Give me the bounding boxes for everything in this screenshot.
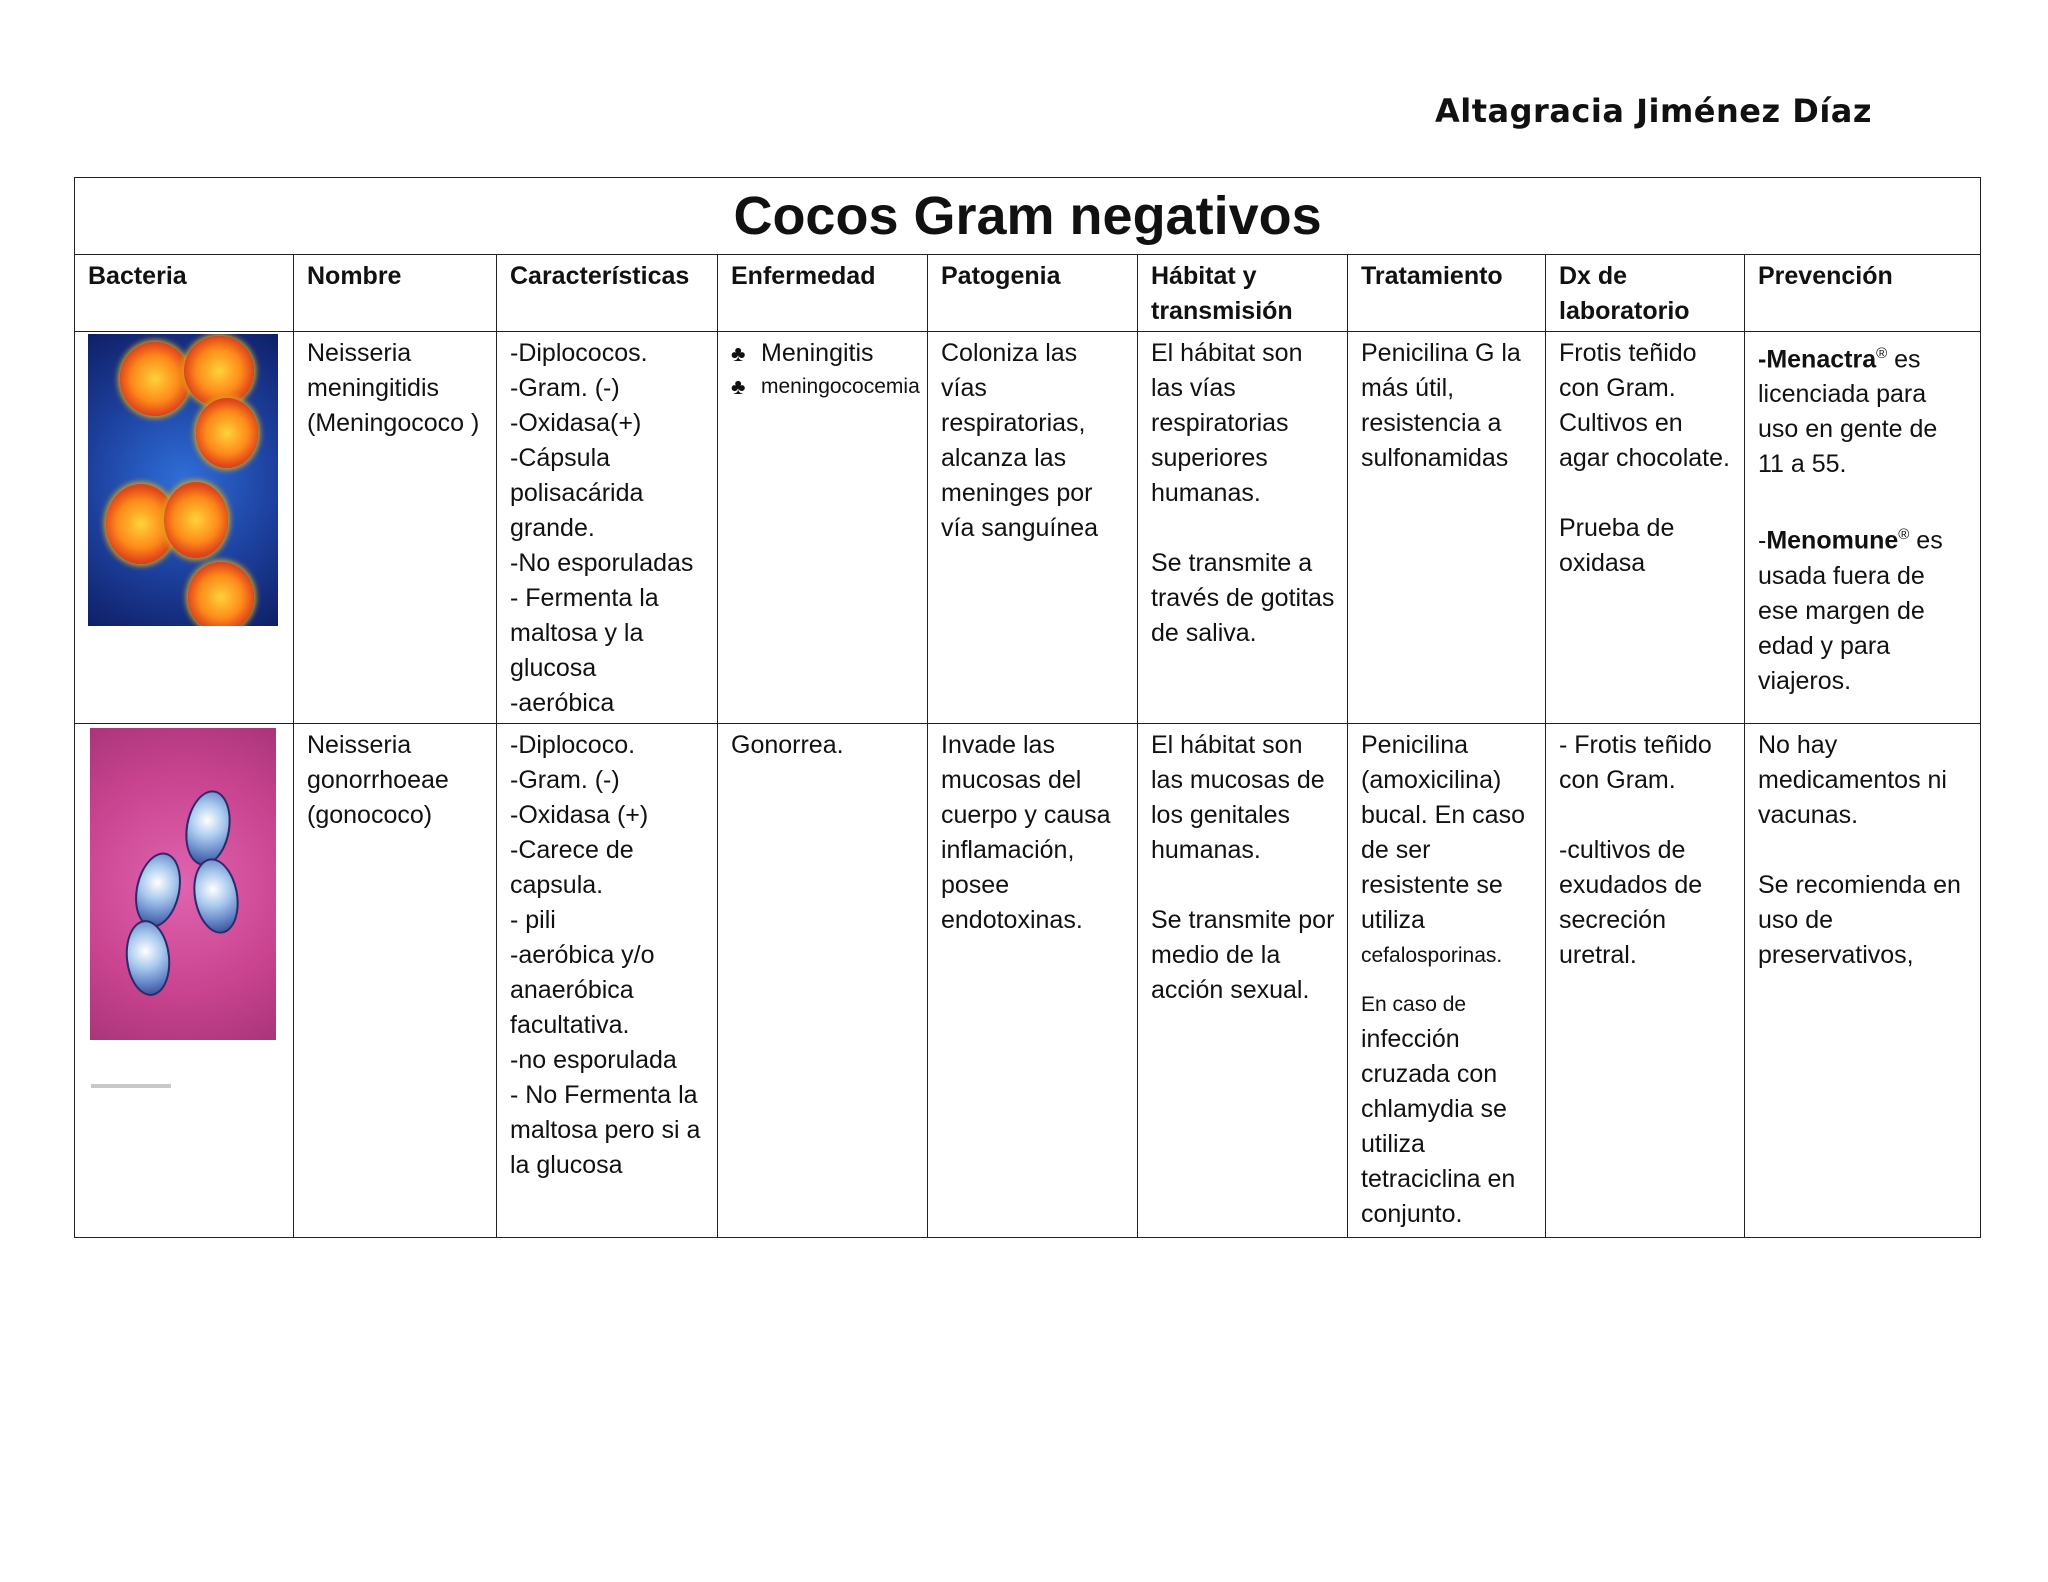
header-bacteria: Bacteria (75, 255, 294, 332)
club-bullet-icon: ♣ (731, 341, 746, 366)
author-name: Altagracia Jiménez Díaz (1435, 92, 1872, 130)
prevention-item: No hay medicamentos ni vacunas. (1758, 731, 1947, 829)
header-caracteristicas: Características (497, 255, 718, 332)
char-line: -Cápsula polisacárida grande. (510, 444, 644, 542)
prevention-item: -Menactra® es licenciada para uso en gente de 11 a 55. (1758, 345, 1938, 479)
transmission-text: Se transmite por medio de la acción sexual. (1151, 906, 1335, 1004)
cell-nombre: Neisseria gonorrhoeae (gonococo) (294, 724, 497, 1238)
cell-bacteria-image (75, 724, 294, 1238)
habitat-text: El hábitat son las mucosas de los genitales humanas. (1151, 731, 1325, 864)
char-line: -Gram. (-) (510, 766, 620, 794)
disease-list (731, 336, 920, 403)
char-line: - pili (510, 906, 556, 934)
cell-patogenia: Coloniza las vías respiratorias, alcanza las meninges por vía sanguínea (928, 332, 1138, 724)
cell-prevencion (1745, 332, 1981, 724)
char-line: -Gram. (-) (510, 374, 620, 402)
cell-habitat (1138, 724, 1348, 1238)
treatment-text: infección cruzada con chlamydia se utiliza tetraciclina en conjunto. (1361, 1025, 1516, 1228)
list-item: ♣ meningococemia (731, 371, 915, 403)
char-line: -Oxidasa(+) (510, 409, 642, 437)
header-dx: Dx de laboratorio (1546, 255, 1745, 332)
dx-text: -cultivos de exudados de secreción uretral. (1559, 836, 1703, 969)
bacteria-table (74, 177, 1981, 1238)
char-line: -Diplococo. (510, 731, 636, 759)
char-line: - Fermenta la maltosa y la glucosa (510, 584, 659, 682)
cell-caracteristicas (497, 724, 718, 1238)
cell-tratamiento (1348, 724, 1546, 1238)
char-line: -Diplococos. (510, 339, 648, 367)
treatment-text-small: En caso de (1361, 993, 1467, 1016)
cell-patogenia: Invade las mucosas del cuerpo y causa inflamación, posee endotoxinas. (928, 724, 1138, 1238)
table-row-meningitidis (75, 332, 1981, 724)
header-tratamiento: Tratamiento (1348, 255, 1546, 332)
header-prevencion: Prevención (1745, 255, 1981, 332)
char-line: -No esporuladas (510, 549, 694, 577)
copyright-caption-mark (91, 1084, 171, 1088)
dx-text: - Frotis teñido con Gram. (1559, 731, 1712, 794)
treatment-text: Penicilina (amoxicilina) bucal. En caso de ser resistente se utiliza (1361, 731, 1525, 934)
header-habitat: Hábitat y transmisión (1138, 255, 1348, 332)
header-enfermedad: Enfermedad (718, 255, 928, 332)
header-row (75, 255, 1981, 332)
cell-dx (1546, 724, 1745, 1238)
char-line: -no esporulada (510, 1046, 677, 1074)
char-line: -Oxidasa (+) (510, 801, 649, 829)
list-item: ♣ Meningitis (731, 336, 915, 371)
table-title: Cocos Gram negativos (733, 186, 1322, 246)
char-line: -Carece de capsula. (510, 836, 634, 899)
prevention-item: -Menomune® es usada fuera de ese margen de edad y para viajeros. (1758, 526, 1943, 695)
cell-bacteria-image (75, 332, 294, 724)
table-row-gonorrhoeae (75, 724, 1981, 1238)
char-line: - No Fermenta la maltosa pero si a la glucosa (510, 1081, 701, 1179)
dx-text: Prueba de oxidasa (1559, 514, 1675, 577)
cell-enfermedad: Gonorrea. (718, 724, 928, 1238)
cell-tratamiento: Penicilina G la más útil, resistencia a sulfonamidas (1348, 332, 1546, 724)
cell-prevencion (1745, 724, 1981, 1238)
table-title-cell (75, 178, 1981, 255)
dx-text: Frotis teñido con Gram. Cultivos en agar chocolate. (1559, 339, 1730, 472)
header-nombre: Nombre (294, 255, 497, 332)
gonococcus-illustration-image (90, 728, 276, 1040)
habitat-text: El hábitat son las vías respiratorias superiores humanas. (1151, 339, 1303, 507)
cell-habitat (1138, 332, 1348, 724)
cell-caracteristicas (497, 332, 718, 724)
treatment-text-small: cefalosporinas. (1361, 944, 1503, 967)
char-line: -aeróbica y/o anaeróbica facultativa. (510, 941, 655, 1039)
cell-dx (1546, 332, 1745, 724)
cell-enfermedad (718, 332, 928, 724)
char-line: -aeróbica (510, 689, 615, 717)
transmission-text: Se transmite a través de gotitas de saliva. (1151, 549, 1335, 647)
header-patogenia: Patogenia (928, 255, 1138, 332)
meningococcus-micrograph-image (88, 334, 278, 626)
club-bullet-icon: ♣ (731, 374, 746, 399)
cell-nombre: Neisseria meningitidis (Meningococo ) (294, 332, 497, 724)
prevention-item: Se recomienda en uso de preservativos, (1758, 871, 1961, 969)
